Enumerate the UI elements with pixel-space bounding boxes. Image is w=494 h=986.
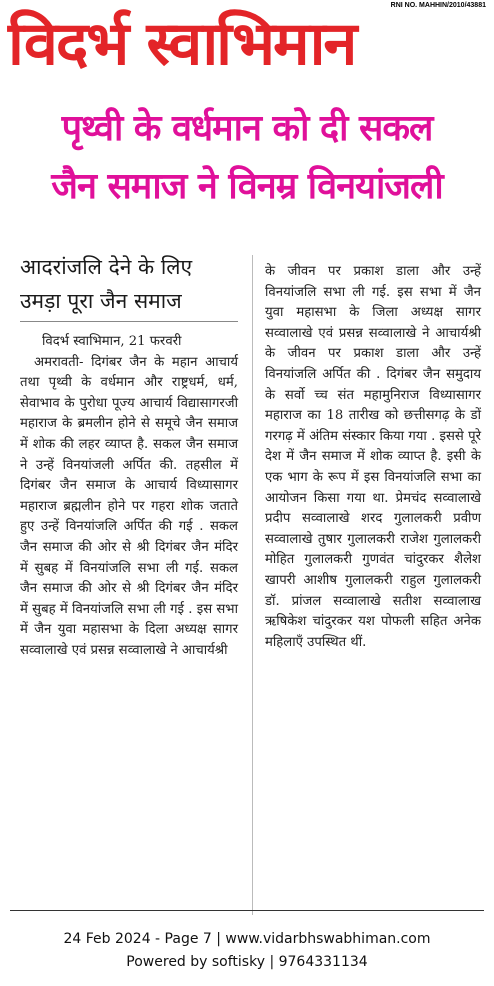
article-dateline: विदर्भ स्वाभिमान, 21 फरवरी (42, 334, 182, 349)
column-divider (252, 255, 253, 915)
footer-rule (10, 910, 484, 911)
subheading-line-2: उमड़ा पूरा जैन समाज (20, 289, 182, 313)
headline-line-2: जैन समाज ने विनम्र विनयांजली (51, 166, 443, 207)
article-subheading (20, 250, 238, 322)
article-column-left (20, 250, 238, 662)
article-body-right: के जीवन पर प्रकाश डाला और उन्हें विनयांजलि सभा ली गई. इस सभा में जैन युवा महासभा के जिला अध्यक्ष सागर सव्वालाखे एवं प्रसन्न सव्वालाखे ने आचार्यश्री के जीवन पर प्रकाश डाला और उन्हें विनयांजलि अर्पित की . दिगंबर जैन समुदाय के सर्वो च्च संत महामुनिराज विध्यासागर महाराज का 18 तारीख को छत्तीसगढ़ के डों गरगढ़ में अंतिम संस्कार किया गया . इससे पूरे देश में जैन समाज में शोक व्याप्त है. इसी के एक भाग के रूप में इस विनयांजलि सभा का आयोजन किसा गया था. प्रेमचंद सव्वालाखे प्रदीप सव्वालाखे शरद गुलालकरी प्रवीण सव्वालाखे तुषार गुलालकरी राजेश गुलालकरी मोहित गुलालकरी गुणवंत चांदुरकर शैलेश खापरी आशीष गुलालकरी राहुल गुलालकरी डॉ. प्रांजल सव्वालाखे सतीश सव्वालाख ऋषिकेश चांदुरकर यश पोफली सहित अनेक महिलाएँ उपस्थित थीं. (265, 264, 481, 650)
footer-line-1 (0, 928, 494, 951)
newspaper-title: विदर्भ स्वाभिमान (8, 9, 356, 79)
page-footer (0, 928, 494, 974)
headline-line-1: पृथ्वी के वर्धमान को दी सकल (61, 108, 433, 149)
article-body-left: अमरावती- दिगंबर जैन के महान आचार्य तथा पृथ्वी के वर्धमान और राष्ट्रधर्म, धर्म, सेवाभाव के पुरोधा पूज्य आचार्य विद्यासागरजी महाराज के ब्रमलीन होने से समूचे जैन समाज में शोक की लहर व्याप्त है. सकल जैन समाज ने उन्हें विनयांजली अर्पित की. तहसील में दिगंबर जैन समाज के आचार्य विध्यासागर महाराज ब्रह्मलीन होने पर गहरा शोक जताते हुए उन्हें विनयांजलि अर्पित की गई . सकल जैन समाज की ओर से श्री दिगंबर जैन मंदिर में सुबह में विनयांजलि सभा ली गई. सकल जैन समाज की ओर से श्री दिगंबर जैन मंदिर में सुबह में विनयांजलि सभा ली गई . इस सभा में जैन युवा महासभा के दिला अध्यक्ष सागर सव्वालाखे एवं प्रसन्न सव्वालाखे ने आचार्यश्री (20, 354, 238, 658)
issue-date-page: 24 Feb 2024 - Page 7 | (63, 931, 226, 947)
website-link[interactable]: www.vidarbhswabhiman.com (225, 931, 431, 947)
subheading-line-1: आदरांजलि देने के लिए (20, 255, 193, 279)
article-column-right (265, 262, 481, 653)
rni-number: RNI NO. MAHHIN/2010/43881 (390, 2, 486, 9)
footer-line-2: Powered by softisky | 9764331134 (126, 954, 368, 970)
masthead (0, 0, 494, 92)
article-headline (0, 100, 494, 216)
